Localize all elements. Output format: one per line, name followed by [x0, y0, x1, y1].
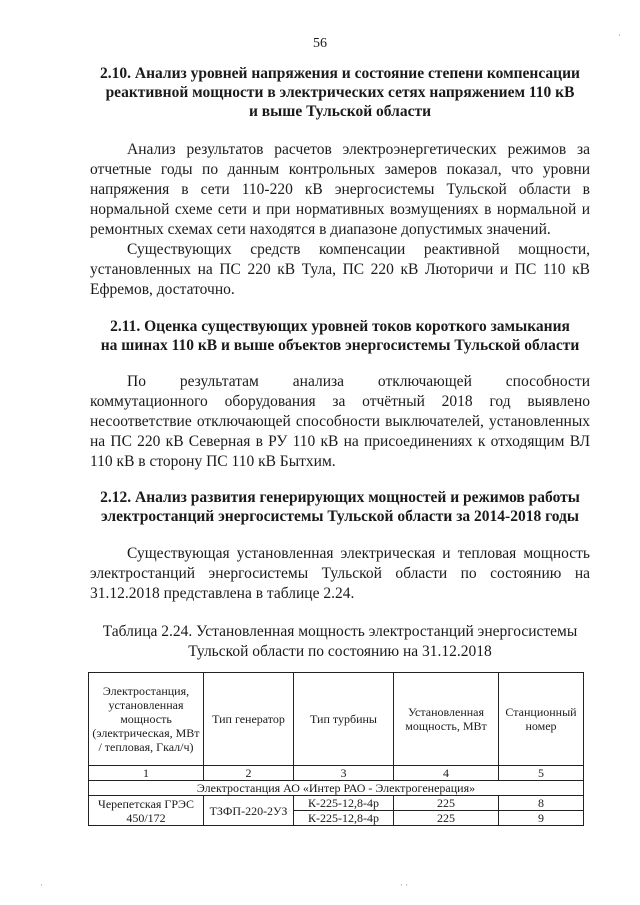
table-row [89, 796, 584, 811]
heading-line: 2.10. Анализ уровней напряжения и состояние степени компенсации [100, 65, 580, 82]
heading-line: 2.11. Оценка существующих уровней токов короткого замыкания [110, 318, 570, 335]
table-header-row [89, 673, 584, 766]
paragraph: По результатам анализа отключающей способности коммутационного оборудования за отчётный 2018 год выявлено несоответствие отключающей способности выключателей, установленных на ПС 220 кВ Северная в РУ 110 кВ на присоединениях к отходящим ВЛ 110 кВ в сторону ПС 110 кВ Бытхим. [90, 373, 590, 470]
table-header-cell: Тип генератор [204, 673, 294, 766]
page-number: 56 [313, 36, 327, 51]
table-header-cell: Станционный номер [499, 673, 584, 766]
station-number-cell: 8 [499, 796, 584, 811]
turbine-cell: К-225-12,8-4р [294, 811, 394, 826]
station-name-cell: Черепетская ГРЭС 450/172 [89, 796, 204, 826]
scan-mark: · · [400, 880, 409, 890]
heading-line: на шинах 110 кВ и выше объектов энергосистемы Тульской области [100, 337, 580, 354]
station-number-cell: 9 [499, 811, 584, 826]
table-header-cell: Установленная мощность, МВт [394, 673, 499, 766]
capacity-table [88, 672, 584, 826]
capacity-cell: 225 [394, 796, 499, 811]
caption-line: Тульской области по состоянию на 31.12.2018 [188, 643, 492, 660]
table-header-cell: Тип турбины [294, 673, 394, 766]
scan-mark: · [618, 30, 621, 40]
table-column-numbers-row [89, 766, 584, 781]
column-number: 4 [394, 766, 499, 781]
heading-line: и выше Тульской области [248, 103, 432, 120]
table-group-row [89, 781, 584, 796]
heading-line: электростанций энергосистемы Тульской области за 2014-2018 годы [100, 508, 579, 525]
generator-type-cell: ТЗФП-220-2УЗ [204, 796, 294, 826]
column-number: 3 [294, 766, 394, 781]
table-caption [90, 622, 590, 662]
column-number: 2 [204, 766, 294, 781]
paragraph: Существующая установленная электрическая и тепловая мощность электростанций энергосистемы Тульской области по состоянию на 31.12.2018 представлена в таблице 2.24. [90, 545, 590, 602]
paragraph: Анализ результатов расчетов электроэнергетических режимов за отчетные годы по данным контрольных замеров показал, что уровни напряжения в сети 110-220 кВ энергосистемы Тульской области в нормальной схеме сети и при нормативных возмущениях в нормальной и ремонтных схемах сети находятся в диапазоне допустимых значений. [90, 141, 590, 238]
heading-line: 2.12. Анализ развития генерирующих мощностей и режимов работы [100, 489, 580, 506]
scan-mark: · [40, 880, 43, 890]
capacity-cell: 225 [394, 811, 499, 826]
caption-line: Таблица 2.24. Установленная мощность электростанций энергосистемы [102, 623, 578, 640]
heading-line: реактивной мощности в электрических сетях напряжением 110 кВ [105, 84, 575, 101]
column-number: 1 [89, 766, 204, 781]
turbine-cell: К-225-12,8-4р [294, 796, 394, 811]
section-heading-2-10 [90, 64, 590, 121]
section-heading-2-11 [90, 317, 590, 355]
group-title: Электростанция АО «Интер РАО - Электрогенерация» [89, 781, 584, 796]
table-header-cell: Электростанция, установленная мощность (электрическая, МВт / тепловая, Гкал/ч) [89, 673, 204, 766]
column-number: 5 [499, 766, 584, 781]
section-heading-2-12 [90, 488, 590, 526]
paragraph: Существующих средств компенсации реактивной мощности, установленных на ПС 220 кВ Тула, ПС 220 кВ Люторичи и ПС 110 кВ Ефремов, достаточно. [90, 241, 590, 298]
